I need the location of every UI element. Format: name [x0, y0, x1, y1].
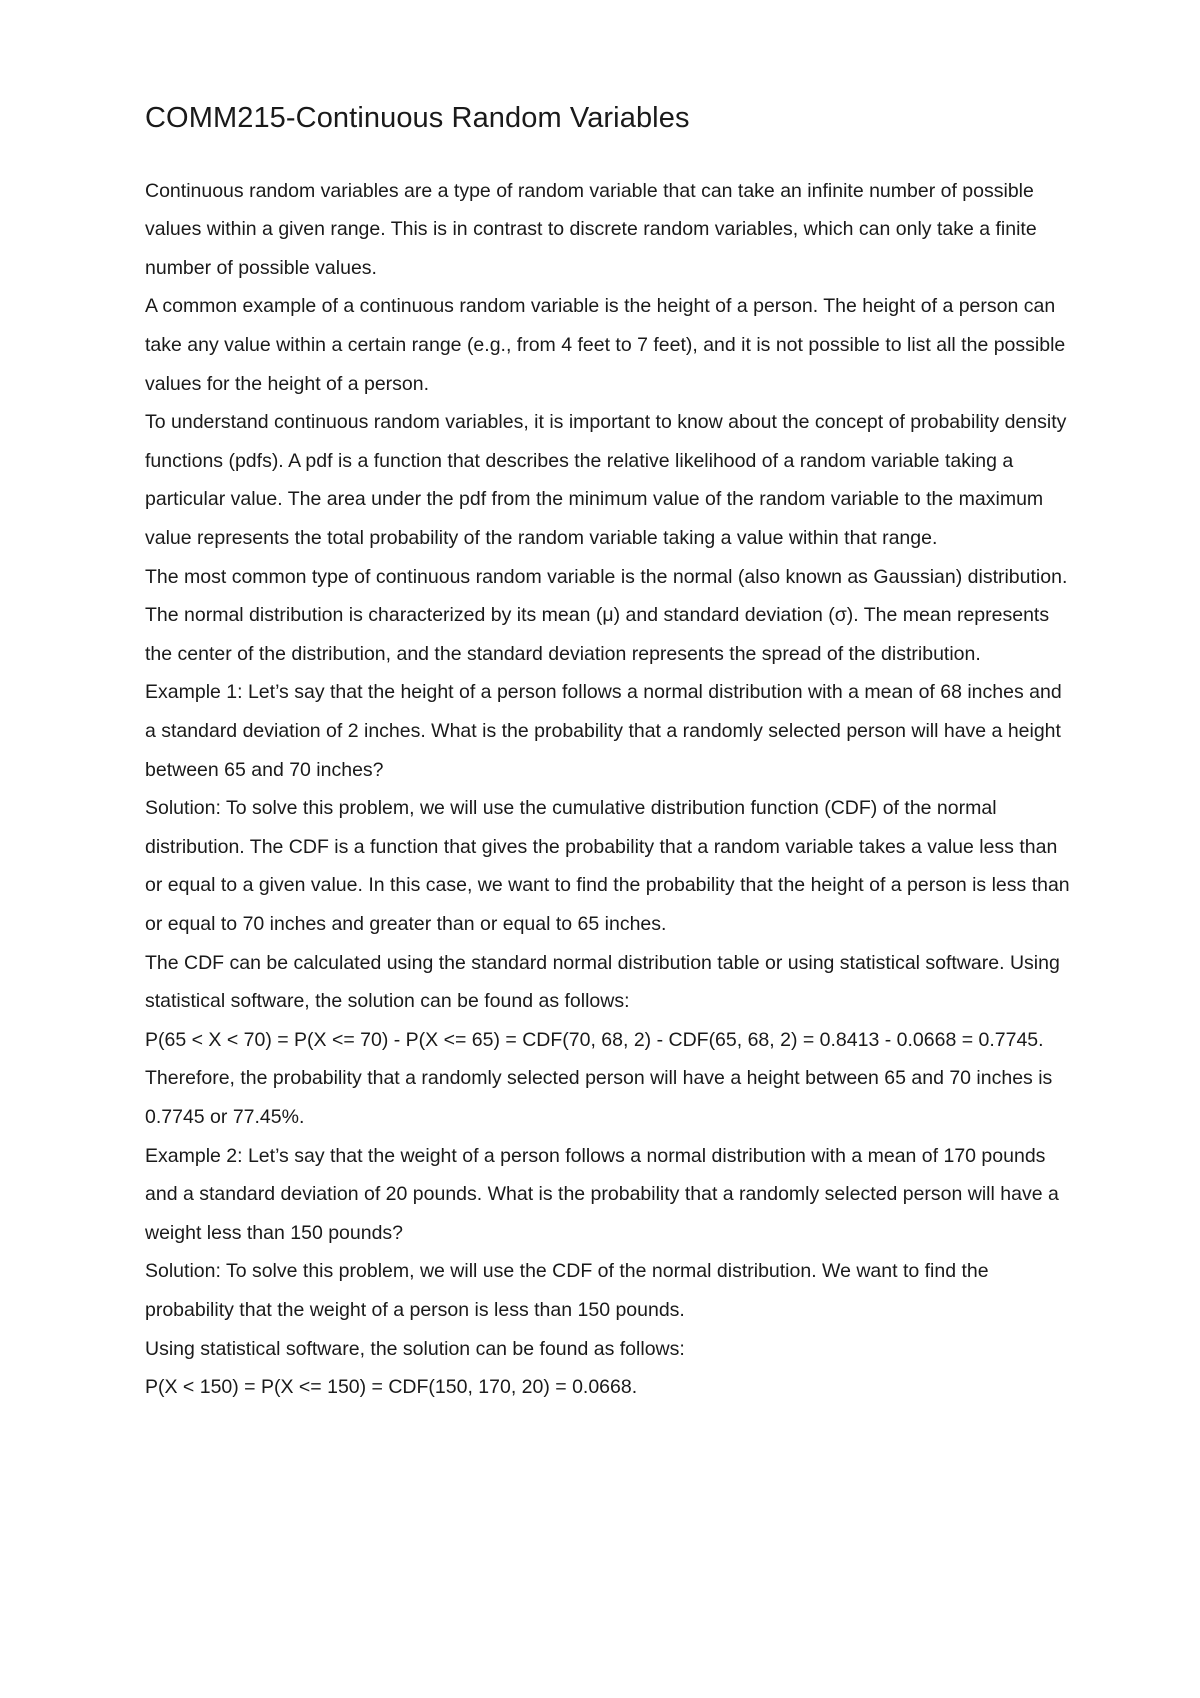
- paragraph-normal-distribution: The most common type of continuous random variable is the normal (also known as Gaussian) distribution. The normal distribution is characterized by its mean (μ) and standard deviation (σ). The mean represents the center of the distribution, and the standard deviation represents the spread of the distribution.: [145, 565, 1068, 665]
- paragraph-software-2: Using statistical software, the solution can be found as follows:: [145, 1337, 685, 1360]
- paragraph-solution-2: Solution: To solve this problem, we will use the CDF of the normal distribution. We want to find the probability that the weight of a person is less than 150 pounds.: [145, 1260, 989, 1321]
- paragraph-cdf-calculation: The CDF can be calculated using the standard normal distribution table or using statistical software. Using statistical software, the solution can be found as follows:: [145, 951, 1060, 1013]
- paragraph-formula-2: P(X < 150) = P(X <= 150) = CDF(150, 170, 20) = 0.0668.: [145, 1376, 638, 1399]
- paragraph-intro: Continuous random variables are a type of random variable that can take an infinite number of possible values within a given range. This is in contrast to discrete random variables, which can only take a finite number of possible values.: [145, 179, 1037, 279]
- paragraph-height-example: A common example of a continuous random variable is the height of a person. The height of a person can take any value within a certain range (e.g., from 4 feet to 7 feet), and it is not possible to list all the possible values for the height of a person.: [145, 295, 1066, 395]
- document-title: COMM215-Continuous Random Variables: [145, 102, 690, 134]
- paragraph-example-2: Example 2: Let’s say that the weight of a person follows a normal distribution with a mean of 170 pounds and a standard deviation of 20 pounds. What is the probability that a randomly selected person will have a weight less than 150 pounds?: [145, 1144, 1059, 1244]
- paragraph-solution-1: Solution: To solve this problem, we will use the cumulative distribution function (CDF) of the normal distribution. The CDF is a function that gives the probability that a random variable takes a value less than or equal to a given value. In this case, we want to find the probability that the height of a person is less than or equal to 70 inches and greater than or equal to 65 inches.: [145, 797, 1070, 935]
- paragraph-pdf: To understand continuous random variables, it is important to know about the concept of probability density functions (pdfs). A pdf is a function that describes the relative likelihood of a random variable taking a particular value. The area under the pdf from the minimum value of the random variable to the maximum value represents the total probability of the random variable taking a value within that range.: [145, 411, 1067, 550]
- document-page: [145, 100, 1075, 1407]
- paragraph-formula-1: P(65 < X < 70) = P(X <= 70) - P(X <= 65) = CDF(70, 68, 2) - CDF(65, 68, 2) = 0.8413 - 0.0668 = 0.7745.: [145, 1028, 1044, 1051]
- paragraph-example-1: Example 1: Let’s say that the height of a person follows a normal distribution with a mean of 68 inches and a standard deviation of 2 inches. What is the probability that a randomly selected person will have a height between 65 and 70 inches?: [145, 681, 1062, 781]
- paragraph-conclusion-1: Therefore, the probability that a randomly selected person will have a height between 65 and 70 inches is 0.7745 or 77.45%.: [145, 1067, 1053, 1128]
